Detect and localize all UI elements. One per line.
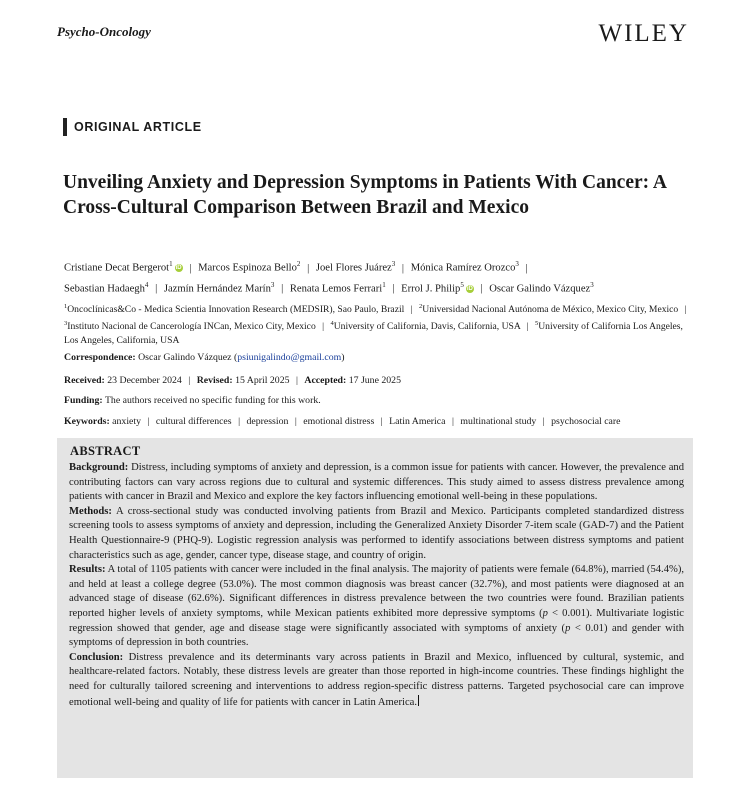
affiliation-text: Universidad Nacional Autónoma de México, Mexico City, Mexico bbox=[422, 304, 679, 316]
article-type-label: ORIGINAL ARTICLE bbox=[63, 118, 202, 136]
affiliation-separator: | bbox=[322, 321, 325, 333]
affiliation-number: 2 bbox=[419, 303, 423, 310]
abstract-background bbox=[69, 461, 684, 505]
dates-separator: | bbox=[188, 375, 191, 386]
results-text: < 0.01) and gender with symptoms of depression in both countries. bbox=[69, 622, 684, 649]
author-row-1 bbox=[64, 256, 704, 277]
abstract-results bbox=[69, 563, 684, 651]
journal-name: Psycho-Oncology bbox=[57, 24, 151, 39]
correspondence-email-link[interactable]: psiunigalindo@gmail.com bbox=[237, 352, 342, 363]
accepted-label: Accepted: bbox=[304, 375, 347, 386]
methods-text: A cross-sectional study was conducted involving patients from Brazil and Mexico. Participants completed standardized distress screening tools to assess symptoms of anxiety and depression, including the Generalized Anxiety Disorder 7-item scale (GAD-7) and the Patient Health Questionnaire-9 (PHQ-9). Logistic regression analysis was performed to identify associations between distress symptoms and patient characteristics such as age, gender, cancer type, disease stage, and country of origin. bbox=[69, 505, 684, 561]
background-label: Background: bbox=[69, 462, 129, 473]
author-affiliation-number: 4 bbox=[144, 280, 149, 289]
keyword[interactable]: cultural differences bbox=[155, 416, 232, 427]
affiliation-text: University of California Los Angeles, Los Angeles, California, USA bbox=[64, 321, 683, 347]
author-affiliation-number: 3 bbox=[515, 260, 519, 268]
p-value-symbol: p bbox=[565, 622, 571, 634]
keyword-separator: | bbox=[380, 416, 383, 427]
abstract-body bbox=[69, 461, 684, 710]
conclusion-label: Conclusion: bbox=[69, 651, 124, 663]
author-separator: | bbox=[281, 283, 284, 295]
affiliation-text: Instituto Nacional de Cancerología INCan, Mexico City, Mexico bbox=[67, 321, 316, 333]
orcid-icon[interactable]: iD bbox=[175, 265, 182, 272]
keyword[interactable]: multinational study bbox=[460, 416, 537, 427]
results-text: < 0.001). Multivariate logistic regression showed that gender, age and disease stage were significantly associated with symptoms of anxiety ( bbox=[69, 607, 684, 634]
author-affiliation-number: 1 bbox=[169, 260, 173, 268]
received-label: Received: bbox=[64, 375, 105, 386]
affiliation-number: 5 bbox=[535, 320, 539, 328]
affiliation-text: Oncoclínicas&Co - Medica Scientia Innovation Research (MEDSIR), Sao Paulo, Brazil bbox=[67, 304, 405, 316]
abstract-conclusion bbox=[69, 651, 684, 710]
dates-separator: | bbox=[295, 375, 298, 386]
p-value-symbol: p bbox=[542, 607, 548, 619]
dates-line bbox=[64, 374, 401, 387]
keyword[interactable]: emotional distress bbox=[303, 416, 375, 427]
results-label: Results: bbox=[69, 564, 106, 576]
revised-date: 15 April 2025 bbox=[235, 375, 290, 386]
author-separator: | bbox=[401, 262, 405, 274]
article-title: Unveiling Anxiety and Depression Symptoms in Patients With Cancer: A Cross-Cultural Comparison Between Brazil and Mexico bbox=[63, 172, 666, 218]
author-separator: | bbox=[307, 262, 310, 274]
author-name[interactable]: Jazmín Hernández Marín bbox=[163, 283, 271, 295]
affiliation-text: University of California, Davis, California, USA bbox=[333, 321, 521, 333]
funding-label: Funding: bbox=[64, 395, 103, 406]
keyword-separator: | bbox=[451, 416, 454, 427]
funding-line bbox=[64, 394, 321, 407]
author-name[interactable]: Sebastian Hadaegh bbox=[64, 283, 145, 295]
author-affiliation-number: 3 bbox=[590, 280, 594, 289]
keyword-separator: | bbox=[147, 416, 150, 427]
author-separator: | bbox=[155, 283, 158, 295]
author-list bbox=[64, 256, 704, 297]
author-name[interactable]: Errol J. Philip bbox=[401, 283, 461, 295]
keyword[interactable]: anxiety bbox=[112, 416, 142, 427]
keyword-separator: | bbox=[238, 416, 241, 427]
author-separator: | bbox=[525, 262, 528, 274]
author-name[interactable]: Cristiane Decat Bergerot bbox=[64, 262, 170, 274]
publisher-logo: WILEY bbox=[598, 20, 689, 47]
author-row-2 bbox=[64, 277, 704, 298]
methods-label: Methods: bbox=[69, 505, 112, 517]
author-separator: | bbox=[392, 283, 395, 295]
author-affiliation-number: 3 bbox=[391, 260, 396, 268]
keywords-label: Keywords: bbox=[64, 416, 110, 427]
funding-text: The authors received no specific funding for this work. bbox=[104, 395, 321, 406]
keyword-separator: | bbox=[542, 416, 545, 427]
results-text: A total of 1105 patients with cancer were included in the final analysis. The majority of patients were female (64.8%), married (54.4%), and held at least a college degree (53.0%). The most common diagnosis was breast cancer (32.7%), and most patients were diagnosed at an advanced stage of disease (62.6%). Significant differences in distress prevalence between the two countries were found. Brazilian patients reported higher levels of anxiety symptoms, while Mexican patients exhibited more depressive symptoms ( bbox=[69, 564, 684, 619]
keyword[interactable]: psychosocial care bbox=[551, 416, 621, 427]
orcid-icon[interactable]: iD bbox=[466, 285, 473, 292]
correspondence-line: Correspondence: Oscar Galindo Vázquez (psiunigalindo@gmail.com) bbox=[64, 352, 345, 363]
keyword-separator: | bbox=[294, 416, 297, 427]
keyword[interactable]: depression bbox=[246, 416, 289, 427]
author-name[interactable]: Renata Lemos Ferrari bbox=[289, 283, 383, 295]
author-affiliation-number: 3 bbox=[270, 280, 275, 289]
affiliation-number: 3 bbox=[64, 320, 68, 328]
author-separator: | bbox=[189, 262, 192, 274]
author-separator: | bbox=[480, 283, 483, 295]
accepted-date: 17 June 2025 bbox=[348, 375, 401, 386]
abstract-heading: ABSTRACT bbox=[70, 444, 141, 458]
affiliation-separator: | bbox=[526, 321, 529, 333]
affiliation-separator: | bbox=[684, 304, 687, 316]
author-affiliation-number: 2 bbox=[296, 260, 301, 268]
author-name[interactable]: Joel Flores Juárez bbox=[315, 262, 392, 274]
affiliation-number: 1 bbox=[64, 303, 68, 310]
author-affiliation-number: 1 bbox=[382, 280, 386, 289]
author-name[interactable]: Oscar Galindo Vázquez bbox=[489, 283, 591, 295]
affiliation-separator: | bbox=[410, 304, 413, 316]
affiliation-list bbox=[64, 300, 694, 348]
correspondence-label: Correspondence: bbox=[64, 352, 136, 363]
revised-label: Revised: bbox=[196, 375, 233, 386]
received-date: 23 December 2024 bbox=[107, 375, 182, 386]
author-name[interactable]: Marcos Espinoza Bello bbox=[198, 262, 297, 274]
abstract-methods bbox=[69, 505, 684, 563]
text-cursor bbox=[418, 695, 419, 706]
background-text: Distress, including symptoms of anxiety and depression, is a common issue for patients with cancer. However, the prevalence and contributing factors can vary across regions due to cultural and systemic differences. This study aimed to assess distress prevalence among patients with cancer in Brazil and Mexico and explore the key factors influencing emotional well-being in these populations. bbox=[69, 462, 684, 503]
affiliation-number: 4 bbox=[330, 320, 334, 328]
author-name[interactable]: Mónica Ramírez Orozco bbox=[410, 262, 516, 274]
keywords-line bbox=[64, 415, 621, 428]
keyword[interactable]: Latin America bbox=[389, 416, 446, 427]
author-affiliation-number: 5 bbox=[460, 280, 464, 289]
conclusion-text: Distress prevalence and its determinants vary across patients in Brazil and Mexico, influenced by cultural, systemic, and healthcare-related factors. Notably, these distress levels are greater than those reported in high-income countries. These findings highlight the need for culturally tailored screening and interventions to address region-specific distress patterns. Targeted psychosocial care can improve emotional well-being and quality of life for patients with cancer in Latin America. bbox=[69, 651, 685, 708]
correspondence-name: Oscar Galindo Vázquez bbox=[138, 352, 232, 363]
